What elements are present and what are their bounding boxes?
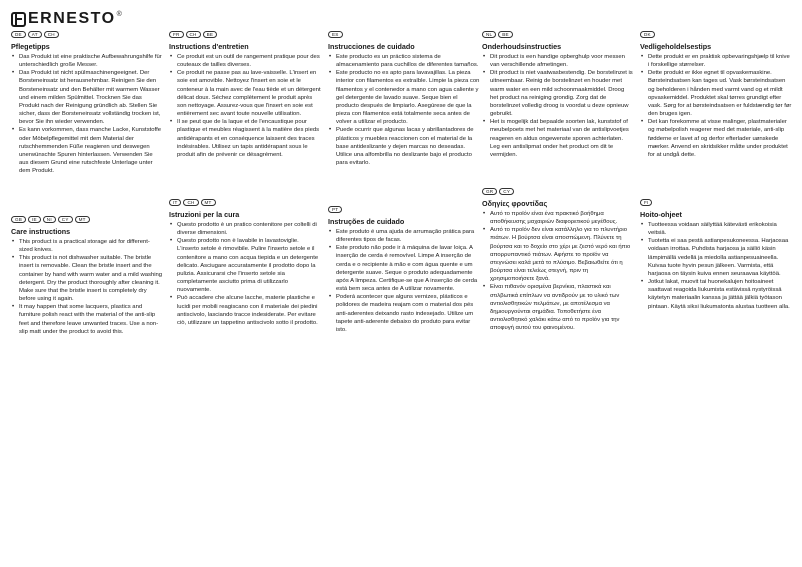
section-gb [11, 216, 163, 336]
instruction-list [328, 228, 480, 334]
instruction-item: • This product is a practical storage aid for different-sized knives. [11, 238, 163, 254]
country-badge: PT [328, 206, 342, 213]
registered-mark: ® [116, 10, 122, 18]
country-badge: FI [640, 199, 652, 206]
instruction-list [640, 221, 792, 311]
section-nl [482, 31, 634, 159]
instruction-list [328, 53, 480, 167]
instruction-item: • Es kann vorkommen, dass manche Lacke, Kunststoffe oder Möbelpflegemittel mit dem Material der rutschhemmenden Füße reagieren und deswegen unerwünschte Spuren hinterlassen. Verwenden Sie aus diesem Grund eine rutschfeste Unterlage unter dem Produkt. [11, 126, 163, 175]
section-heading: Care instructions [11, 227, 71, 236]
country-badge: DK [640, 31, 655, 38]
brand-logo [11, 9, 122, 29]
instruction-item: • Poderá acontecer que alguns vernizes, plásticos e polidores de madeira reajam com o material dos pés anti-aderentes deixando rasto indesejado. Utilize um tapete anti-aderente debaixo do produto para evitar isto. [328, 293, 480, 334]
country-badges [640, 31, 792, 39]
country-badge: DE [11, 31, 26, 38]
section-it [169, 199, 321, 327]
instruction-item: • Dette produkt er ikke egnet til opvaskemaskine. Børsteindsatsen kan tages ud. Vask børsteindsatsen og beholderen i hånden med varmt vand og et mildt opvaskemiddel. Produktet skal tørres grundigt efter vask. Sørg for at børsteindsatsen er fuldstændig tør før den bruges igen. [640, 69, 792, 118]
instruction-item: • Questo prodotto è un pratico contenitore per coltelli di diverse dimensioni. [169, 221, 321, 237]
instruction-item: • Dit product is een handige opberghulp voor messen van verschillende afmetingen. [482, 53, 634, 69]
instruction-item: • This product is not dishwasher suitable. The bristle insert is removable. Clean the bristle insert and the container by hand with warm water and a mild washing detergent. Dry the product thoroughly after cleaning it. Make sure that the bristle insert is completely dry before using it again. [11, 254, 163, 303]
country-badges [11, 31, 163, 39]
instruction-item: • Este produto é uma ajuda de arrumação prática para diferentes tipos de facas. [328, 228, 480, 244]
instruction-item: • Είναι πιθανόν ορισμένα βερνίκια, πλαστικά και στιλβωτικά επίπλων να αντιδρούν με το υλικό των αντιολισθητικών πελμάτων, με αποτέλεσμα να δημιουργούνται σημάδια. Τοποθετήστε ένα αντιολισθητικό χαλάκι κάτω από το προϊόν για την αποφυγή αυτού του φαινομένου. [482, 283, 634, 332]
instruction-item: • Puede ocurrir que algunas lacas y abrillantadores de plásticos y muebles reaccionen con el material de la base antideslizante y dejen marcas no deseadas. Utilice una alfombrilla no deslizante bajo el producto para evitarlo. [328, 126, 480, 167]
instruction-item: • Questo prodotto non è lavabile in lavastoviglie. L'inserto setole è rimovibile. Pulire l'inserto setole e il contenitore a mano con acqua tiepida e un detergente delicato. Asciugare accuratamente il prodotto dopo la pulizia. Assicurarsi che l'inserto setole sia completamente asciutto prima di utilizzarlo nuovamente. [169, 237, 321, 294]
section-heading: Istruzioni per la cura [169, 210, 240, 219]
section-heading: Instruções de cuidado [328, 217, 405, 226]
country-badges [328, 206, 480, 214]
country-badge: CH [44, 31, 59, 38]
country-badges [11, 216, 163, 224]
country-badge: AT [28, 31, 42, 38]
country-badge: NI [43, 216, 56, 223]
instruction-list [169, 221, 321, 327]
section-heading: Pflegetipps [11, 42, 50, 51]
instruction-item: • Tuotetta ei saa pestä astianpesukoneessa. Harjaosaa voidaan irrottaa. Puhdista harjaosa ja säiliö käsin lämpimällä vedellä ja miedolla astianpesuaineella. Kuivaa tuote hyvin pesun jälkeen. Varmista, että harjaosa on täysin kuiva ennen seuraavaa käyttöä. [640, 237, 792, 278]
instruction-item: • Het is mogelijk dat bepaalde soorten lak, kunststof of meubelpoets met het materiaal van de antislipvoetjes reageren en aldus ongewenste sporen achterlaten. Leg een antislipmat onder het product om dit te vermijden. [482, 118, 634, 159]
country-badge: GR [482, 188, 497, 195]
brand-mark-icon [11, 12, 26, 27]
section-heading: Vedligeholdelsestips [640, 42, 712, 51]
instruction-item: • Das Produkt ist eine praktische Aufbewahrungshilfe für unterschiedlich große Messer. [11, 53, 163, 69]
section-heading: Instructions d'entretien [169, 42, 249, 51]
section-heading: Hoito-ohjeet [640, 210, 682, 219]
country-badge: ES [328, 31, 343, 38]
country-badges [169, 31, 321, 39]
country-badges [640, 199, 792, 207]
country-badges [482, 31, 634, 39]
instruction-list [482, 53, 634, 159]
section-heading: Instrucciones de cuidado [328, 42, 415, 51]
country-badge: FR [169, 31, 184, 38]
brand-name: ERNESTO [28, 10, 116, 27]
instruction-item: • Este producto es un práctico sistema de almacenamiento para cuchillos de diferentes tamaños. [328, 53, 480, 69]
instruction-item: • Este produto não pode ir à máquina de lavar loiça. A inserção de cerda é removível. Limpe A inserção de cerda e o recipiente à mão e com água quente e um detergente suave. Seque o produto adequadamente após A limpeza. Certifique-se que A inserção de cerda está bem seca antes de A utilizar novamente. [328, 244, 480, 293]
instruction-item: • Este producto no es apto para lavavajillas. La pieza interior con filamentos es extraíble. Limpie la pieza con filamentos y el contenedor a mano con agua caliente y gel detergente de lavado suave. Seque bien el producto después de limpiarlo. Asegúrese de que la pieza con filamentos está totalmente seca antes de volver a utilizar el producto. [328, 69, 480, 126]
country-badge: IT [169, 199, 181, 206]
country-badge: BE [498, 31, 513, 38]
section-dk [640, 31, 792, 159]
instruction-item: • Dette produkt er en praktisk opbevaringshjælp til knive i forskellige størrelser. [640, 53, 792, 69]
instruction-item: • Il se peut que de la laque et de l'encaustique pour plastique et meubles réagissent à la matière des pieds antidérapants et en conséquence laissent des traces indésirables. Utilisez un tapis antidérapant sous le produit afin de prévenir ce désagrément. [169, 118, 321, 159]
country-badge: CH [183, 199, 198, 206]
instruction-list [11, 53, 163, 175]
section-heading: Onderhoudsinstructies [482, 42, 562, 51]
instruction-item: • Ce produit est un outil de rangement pratique pour des couteaux de tailles diverses. [169, 53, 321, 69]
instruction-item: • Può accadere che alcune lacche, materie plastiche e lucidi per mobili reagiscano con il materiale dei piedini antiscivolo, lasciando tracce indesiderate. Per evitare ciò, utilizzare un tappetino antiscivolo sotto il prodotto. [169, 294, 321, 327]
instruction-item: • Das Produkt ist nicht spülmaschinengeeignet. Der Borsteneinsatz ist herausnehmbar. Reinigen Sie den Borsteneinsatz und den Behälter mit warmem Wasser und einem milden Spülmittel. Trocknen Sie das Produkt nach der Reinigung gründlich ab. Stellen Sie sicher, dass der Borsteneinsatz vollständig trocken ist, bevor Sie ihn wieder verwenden. [11, 69, 163, 126]
country-badge: IE [28, 216, 41, 223]
country-badge: CH [186, 31, 201, 38]
instruction-item: • Det kan forekomme at visse malinger, plastmaterialer og møbelpolish reagerer med det materiale, anti-slip fødderne er lavet af og derfor efterlader uønskede mærker. Anvend en skridsikker måtte under produktet for at undgå dette. [640, 118, 792, 159]
country-badge: CY [499, 188, 514, 195]
instruction-list [169, 53, 321, 159]
country-badge: GB [11, 216, 26, 223]
section-fi [640, 199, 792, 311]
country-badge: CY [58, 216, 73, 223]
instruction-list [11, 238, 163, 336]
section-pt [328, 206, 480, 334]
section-de [11, 31, 163, 175]
section-gr [482, 188, 634, 332]
country-badge: BE [203, 31, 218, 38]
instruction-item: • Dit product is niet vaatwasbestendig. De borstelinzet is uitneembaar. Reinig de borstelinzet en houder met warm water en een mild schoonmaakmiddel. Droog het product na reiniging grondig. Zorg dat de borstelinzet volledig droog is voordat u deze opnieuw gebruikt. [482, 69, 634, 118]
country-badge: NL [482, 31, 496, 38]
instruction-item: • Ce produit ne passe pas au lave-vaisselle. L'insert en soie est amovible. Nettoyez l'insert en soie et le conteneur à la main avec de l'eau tiède et un détergent délicat doux. Séchez complètement le produit après son nettoyage. Assurez-vous que l'insert en soie est entièrement sec avant toute nouvelle utilisation. [169, 69, 321, 118]
instruction-item: • Αυτό το προϊόν είναι ένα πρακτικό βοήθημα αποθήκευσης μαχαιριών διαφορετικού μεγέθους. [482, 210, 634, 226]
instruction-list [640, 53, 792, 159]
instruction-item: • Jotkut lakat, muovit tai huonekalujen hoitoaineet saattavat reagoida liukumista estävissä nystyröissä käytetyn materiaalin kanssa ja jättää jälkiä työtason pintaan. Käytä siksi liukumatonta alustaa tuotteen alla. [640, 278, 792, 311]
section-es [328, 31, 480, 167]
instruction-item: • Tuotteessa voidaan säilyttää kätevästi erikokoisia veitsiä. [640, 221, 792, 237]
country-badges [482, 188, 634, 196]
instruction-list [482, 210, 634, 332]
instruction-item: • Αυτό το προϊόν δεν είναι κατάλληλο για το πλυντήριο πιάτων. Η βούρτσα είναι αποσπώμενη. Πλύνετε τη βούρτσα και το δοχείο στο χέρι με ζεστό νερό και ήπιο απορρυπαντικό πιάτων. Αφήστε το προϊόν να στεγνώσει καλά μετά το πλύσιμο. Βεβαιωθείτε ότι η βούρτσα είναι τελείως στεγνή, πριν τη χρησιμοποιήσετε ξανά. [482, 226, 634, 283]
country-badge: MT [201, 199, 216, 206]
section-fr [169, 31, 321, 159]
country-badge: MT [75, 216, 90, 223]
section-heading: Οδηγίες φροντίδας [482, 199, 548, 208]
country-badges [328, 31, 480, 39]
instruction-item: • It may happen that some lacquers, plastics and furniture polish react with the material of the anti-slip feet and therefore leave unwanted traces. Use a non-slip matt under the product to avoid this. [11, 303, 163, 336]
country-badges [169, 199, 321, 207]
